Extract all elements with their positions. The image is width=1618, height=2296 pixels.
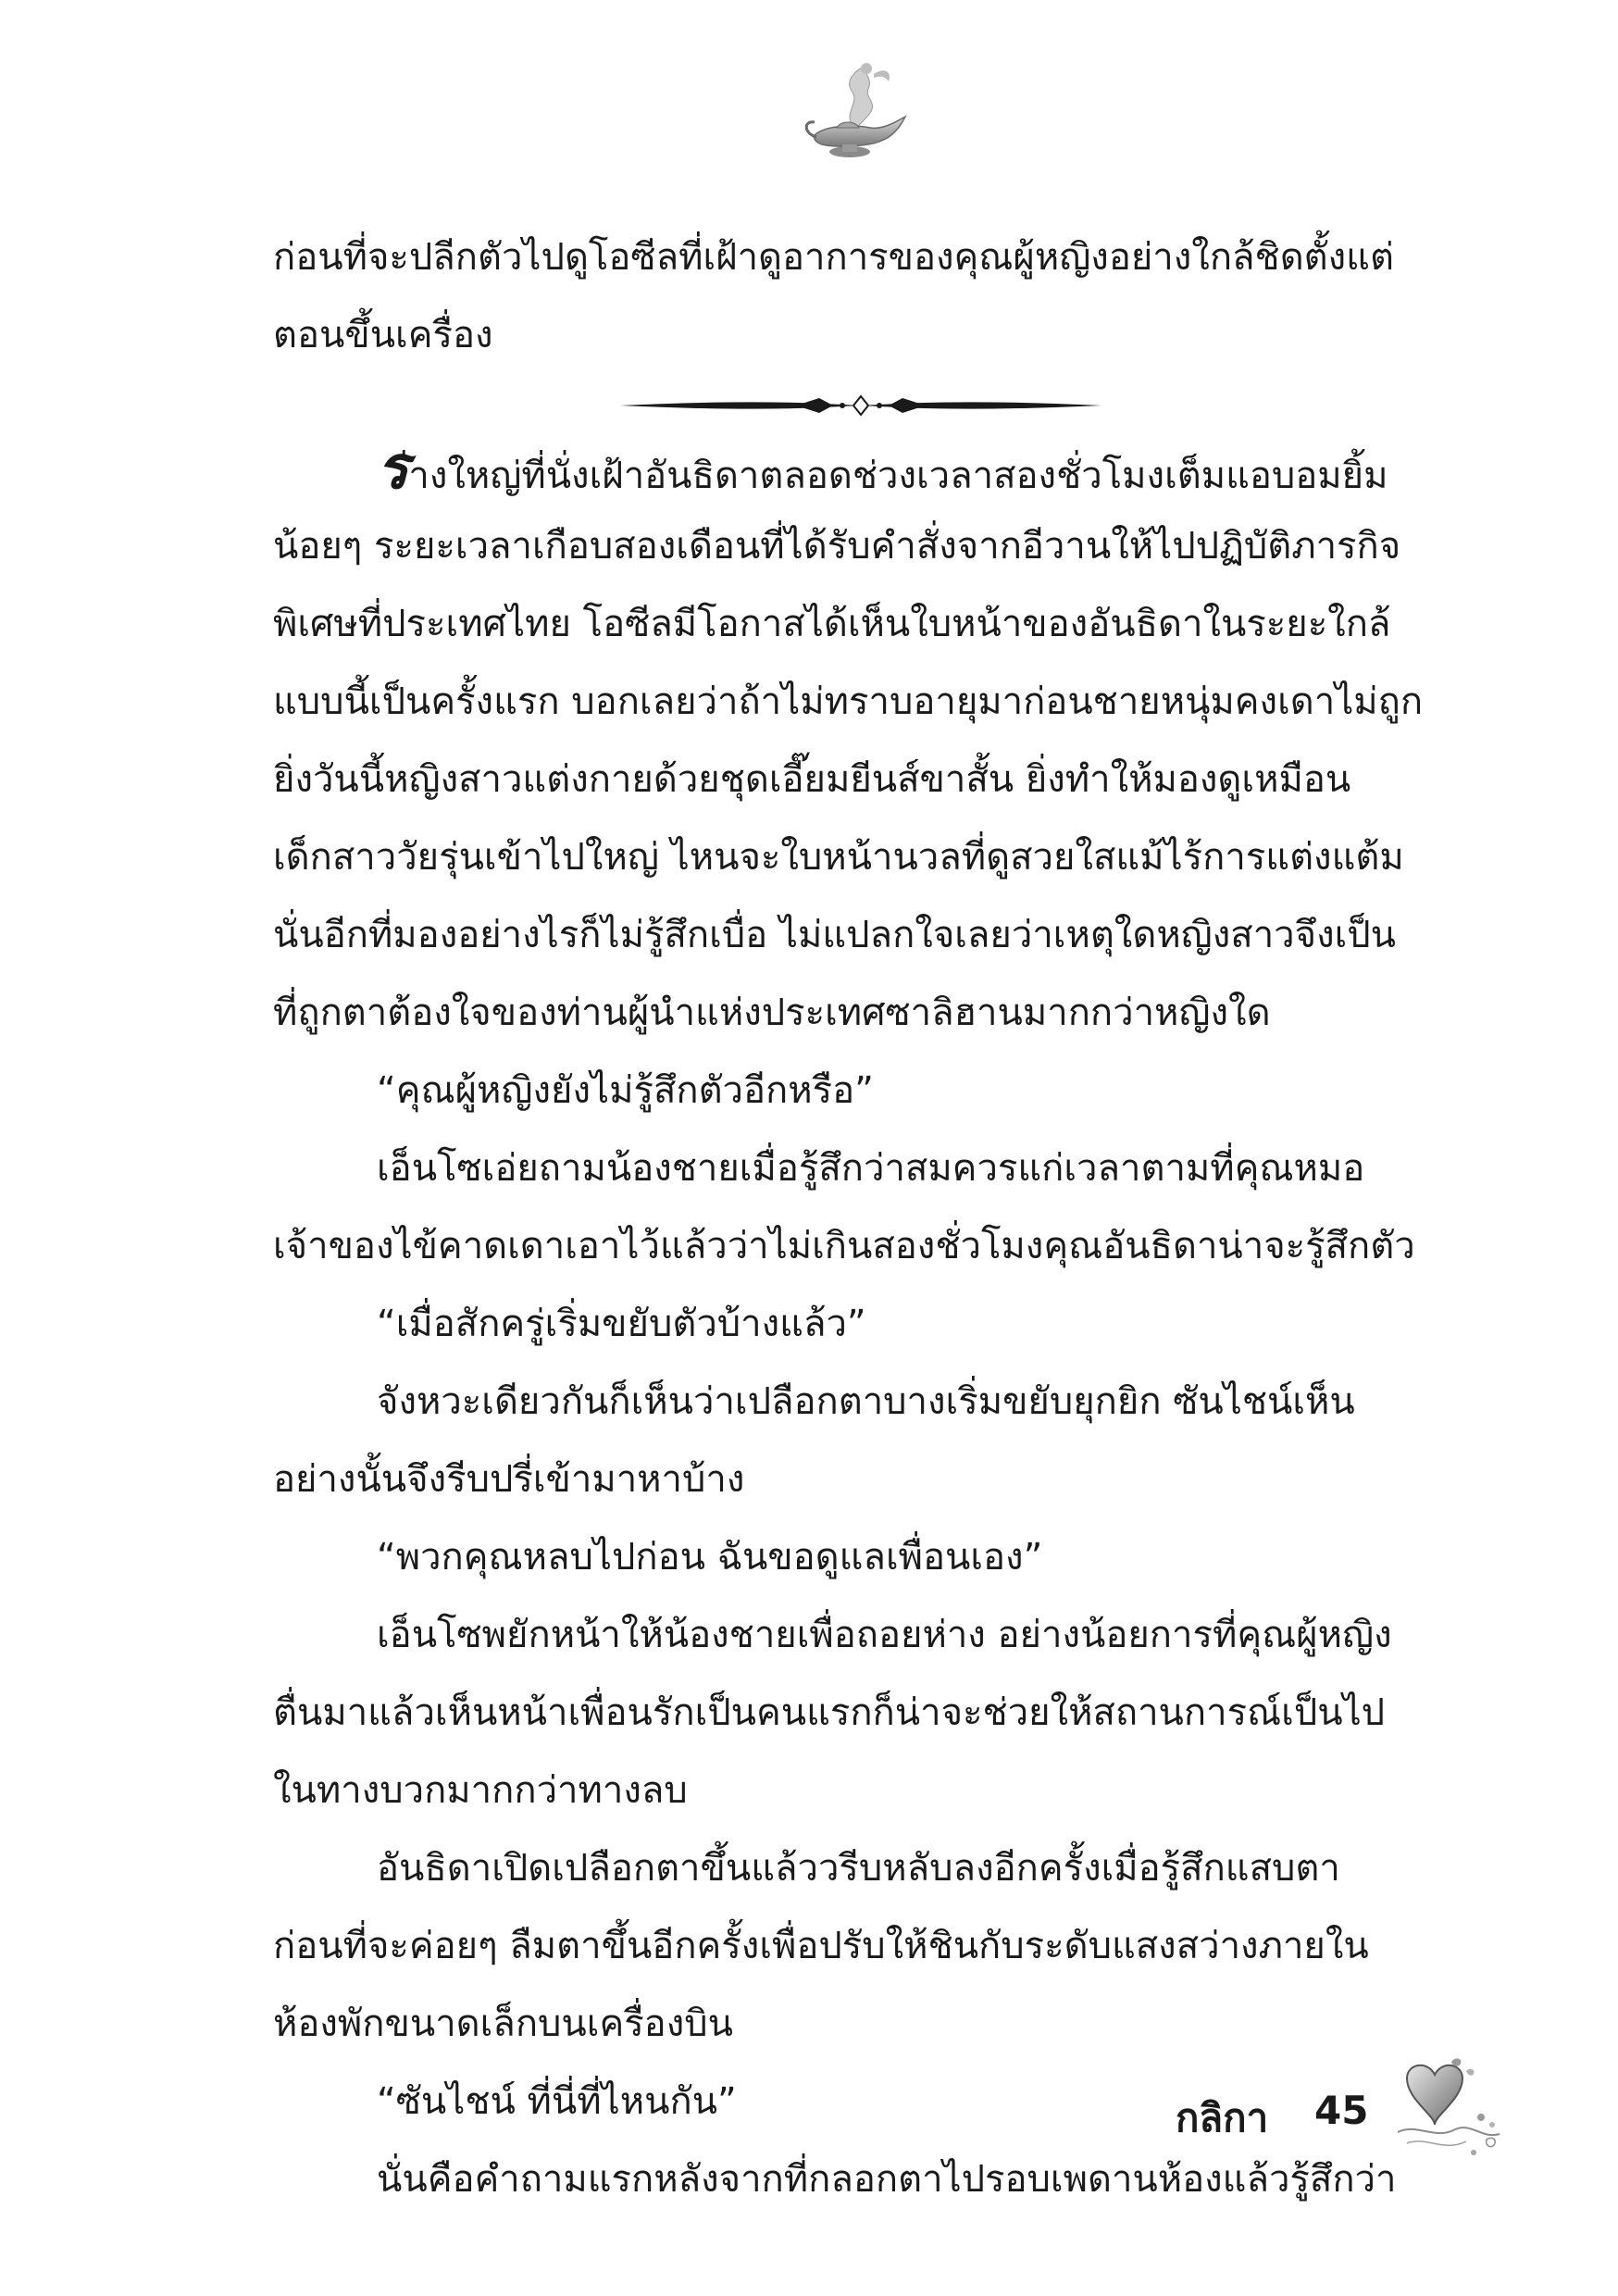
dialogue-line: เอ็นโซเอ่ยถามน้องชายเมื่อรู้สึกว่าสมควรแก่เวลาตามที่คุณหมอ	[377, 1147, 1365, 1190]
ornamental-divider	[611, 387, 1111, 424]
text-line: นั่นอีกที่มองอย่างไรก็ไม่รู้สึกเบื่อ ไม่แปลกใจเลยว่าเหตุใดหญิงสาวจึงเป็น	[273, 914, 1397, 956]
text-line: ยิ่งวันนี้หญิงสาวแต่งกายด้วยชุดเอี๊ยมยีนส์ขาสั้น ยิ่งทำให้มองดูเหมือน	[273, 758, 1351, 801]
dialogue-line: นั่นคือคำถามแรกหลังจากที่กลอกตาไปรอบเพดานห้องแล้วรู้สึกว่า	[377, 2158, 1397, 2201]
dialogue-line: เอ็นโซพยักหน้าให้น้องชายเพื่อถอยห่าง อย่างน้อยการที่คุณผู้หญิง	[377, 1614, 1392, 1656]
genie-lamp-icon	[796, 56, 916, 167]
dialogue-line: อันธิดาเปิดเปลือกตาขึ้นแล้ววรีบหลับลงอีกครั้งเมื่อรู้สึกแสบตา	[377, 1847, 1340, 1890]
first-line-text: ่างใหญ่ที่นั่งเฝ้าอันธิดาตลอดช่วงเวลาสองชั่วโมงเต็มแอบอมยิ้ม	[408, 455, 1388, 497]
dialogue-line: จังหวะเดียวกันก็เห็นว่าเปลือกตาบางเริ่มขยับยุกยิก ซันไชน์เห็น	[377, 1380, 1355, 1423]
dialogue-line: เจ้าของไข้คาดเดาเอาไว้แล้วว่าไม่เกินสองชั่วโมงคุณอันธิดาน่าจะรู้สึกตัว	[273, 1225, 1415, 1267]
dialogue-line: “พวกคุณหลบไปก่อน ฉันขอดูแลเพื่อนเอง”	[377, 1536, 1043, 1578]
text-line: ที่ถูกตาต้องใจของท่านผู้นำแห่งประเทศซาลิฮานมากกว่าหญิงใด	[273, 992, 1271, 1034]
dialogue-line: “เมื่อสักครู่เริ่มขยับตัวบ้างแล้ว”	[377, 1303, 866, 1345]
drop-cap: ร	[377, 434, 409, 503]
main-body	[273, 430, 1449, 2218]
dialogue-line: “คุณผู้หญิงยังไม่รู้สึกตัวอีกหรือ”	[377, 1069, 874, 1112]
dialogue-line: อย่างนั้นจึงรีบปรี่เข้ามาหาบ้าง	[273, 1458, 745, 1501]
dialogue-line: ตื่นมาแล้วเห็นหน้าเพื่อนรักเป็นคนแรกก็น่าจะช่วยให้สถานการณ์เป็นไป	[273, 1691, 1386, 1734]
dialogue-line: ก่อนที่จะค่อยๆ ลืมตาขึ้นอีกครั้งเพื่อปรับให้ชินกับระดับแสงสว่างภายใน	[273, 1925, 1369, 1967]
text-line: น้อยๆ ระยะเวลาเกือบสองเดือนที่ได้รับคำสั่งจากอีวานให้ไปปฏิบัติภารกิจ	[273, 525, 1401, 568]
text-line: พิเศษที่ประเทศไทย โอซีลมีโอกาสได้เห็นใบหน้าของอันธิดาในระยะใกล้	[273, 603, 1391, 645]
book-title: กลิกา	[1176, 2095, 1269, 2140]
text-line: เด็กสาววัยรุ่นเข้าไปใหญ่ ไหนจะใบหน้านวลที่ดูสวยใสแม้ไร้การแต่งแต้ม	[273, 836, 1404, 879]
heart-flourish-icon	[1370, 2051, 1509, 2171]
paragraph-top	[273, 218, 1449, 374]
text-line: ก่อนที่จะปลีกตัวไปดูโอซีลที่เฝ้าดูอาการของคุณผู้หญิงอย่างใกล้ชิดตั้งแต่	[273, 236, 1394, 279]
dialogue-line: ในทางบวกมากกว่าทางลบ	[273, 1769, 688, 1812]
page-number: 45	[1314, 2088, 1369, 2133]
text-line: แบบนี้เป็นครั้งแรก บอกเลยว่าถ้าไม่ทราบอายุมาก่อนชายหนุ่มคงเดาไม่ถูก	[273, 680, 1424, 723]
first-line	[273, 430, 1449, 507]
text-line: ตอนขึ้นเครื่อง	[273, 314, 493, 356]
dialogue-line: ห้องพักขนาดเล็กบนเครื่องบิน	[273, 2003, 733, 2045]
dialogue-line: “ซันไชน์ ที่นี่ที่ไหนกัน”	[377, 2080, 737, 2123]
